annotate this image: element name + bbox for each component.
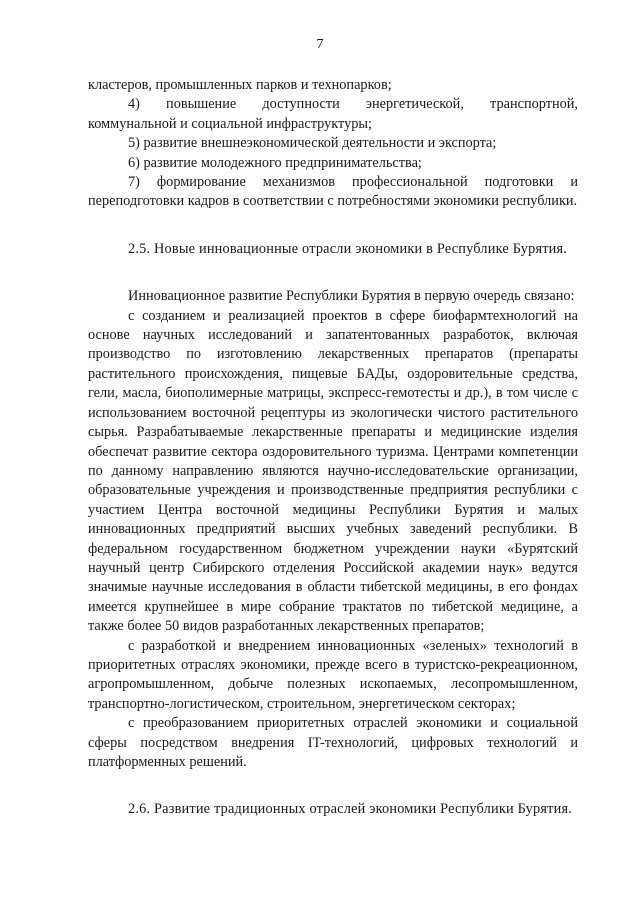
list-continuation: кластеров, промышленных парков и технопарков;: [88, 77, 392, 93]
list-item: 7) формирование механизмов профессиональной подготовки и переподготовки кадров в соответствии с потребностями экономики республики.: [88, 174, 578, 210]
list-item: 6) развитие молодежного предпринимательства;: [128, 154, 422, 171]
list-item: 4) повышение доступности энергетической, транспортной, коммунальной и социальной инфраструктуры;: [88, 96, 578, 132]
section-heading-2-5: 2.5. Новые инновационные отрасли экономики в Республике Бурятия.: [128, 240, 568, 257]
innovation-item-green-tech: с разработкой и внедрением инновационных «зеленых» технологий в приоритетных отраслях экономики, прежде всего в туристско-рекреационном, агропромышленном, добыче полезных ископаемых, лесопромышленном, транспортно-логистическом, строительном, энергетическом секторах;: [88, 637, 578, 712]
section-heading-2-6: 2.6. Развитие традиционных отраслей экономики Республики Бурятия.: [128, 801, 573, 818]
list-item: 5) развитие внешнеэкономической деятельности и экспорта;: [128, 135, 497, 152]
innovation-item-it: с преобразованием приоритетных отраслей экономики и социальной сферы посредством внедрения IT-технологий, цифровых технологий и платформенных решений.: [88, 715, 578, 770]
innovation-item-biopharm: с созданием и реализацией проектов в сфере биофармтехнологий на основе научных исследований и запатентованных разработок, включая производство по изготовлению лекарственных препаратов (препараты растительного происхождения, пищевые БАДы, оздоровительные средства, гели, масла, биополимерные матрицы, экспресс-гемотесты и др.), в том числе с использованием восточной рецептуры из экологически чистого растительного сырья. Разрабатываемые лекарственные препараты и медицинские изделия обеспечат развитие сектора оздоровительного туризма. Центрами компетенции по данному направлению являются научно-исследовательские организации, образовательные учреждения и производственные предприятия республики с участием Центра восточной медицины Республики Бурятия и малых инновационных предприятий высших учебных заведений республики. В федеральном государственном бюджетном учреждении науки «Бурятский научный центр Сибирского отделения Российской академии наук» ведутся значимые научные исследования в области тибетской медицины, в его фондах имеется крупнейшее в мире собрание трактатов по тибетской медицине, а также более 50 видов разработанных лекарственных препаратов;: [88, 307, 578, 635]
section-intro: Инновационное развитие Республики Бурятия в первую очередь связано:: [128, 288, 575, 305]
document-body: [88, 76, 578, 820]
page-number: 7: [316, 37, 324, 52]
